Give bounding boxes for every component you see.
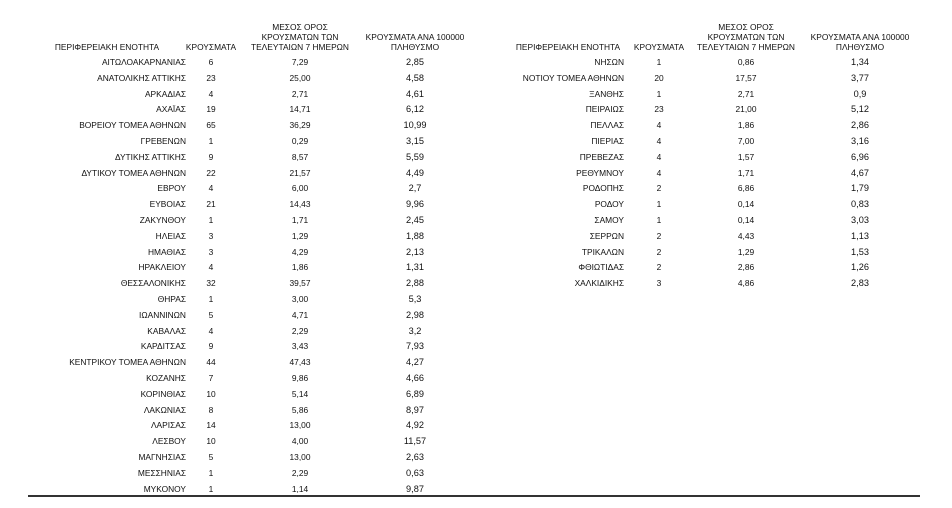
avg7-cell: 14,71 bbox=[289, 104, 311, 115]
cases-cell: 22 bbox=[206, 167, 216, 178]
region-cell: ΚΟΖΑΝΗΣ bbox=[146, 373, 186, 383]
avg7-cell: 2,71 bbox=[737, 88, 755, 99]
region-cell: ΖΑΚΥΝΘΟΥ bbox=[139, 215, 186, 225]
table-row bbox=[28, 434, 920, 450]
avg7-cell: 2,86 bbox=[737, 262, 755, 273]
table-row bbox=[28, 87, 920, 103]
table-row bbox=[28, 292, 920, 308]
cases-cell: 4 bbox=[656, 136, 662, 146]
cases-cell: 8 bbox=[208, 404, 214, 415]
cases-cell: 1 bbox=[656, 215, 662, 225]
per100k-cell: 10,99 bbox=[403, 120, 427, 131]
region-cell: ΤΡΙΚΑΛΩΝ bbox=[581, 246, 624, 257]
per100k-cell: 1,88 bbox=[406, 230, 424, 241]
per100k-cell: 0,63 bbox=[406, 467, 424, 478]
avg7-cell: 3,43 bbox=[291, 341, 309, 352]
region-cell: ΚΑΒΑΛΑΣ bbox=[147, 325, 186, 336]
per100k-cell: 2,83 bbox=[851, 278, 869, 289]
cases-cell: 3 bbox=[208, 230, 214, 241]
per100k-cell: 4,67 bbox=[851, 167, 869, 178]
cases-cell: 4 bbox=[656, 167, 662, 178]
per100k-cell: 1,79 bbox=[851, 183, 869, 194]
per100k-cell: 7,93 bbox=[406, 341, 424, 352]
table-row bbox=[28, 102, 920, 118]
avg7-cell: 1,29 bbox=[737, 246, 755, 257]
per100k-cell: 2,45 bbox=[406, 215, 424, 225]
avg7-cell: 1,71 bbox=[291, 215, 309, 225]
region-cell: ΜΥΚΟΝΟΥ bbox=[143, 483, 186, 494]
cases-cell: 2 bbox=[656, 230, 662, 241]
per100k-cell: 2,86 bbox=[851, 120, 869, 131]
header-avg7-line2: ΚΡΟΥΣΜΑΤΩΝ ΤΩΝ bbox=[707, 32, 785, 42]
cases-cell: 6 bbox=[208, 57, 214, 67]
avg7-cell: 4,29 bbox=[291, 246, 309, 257]
per100k-cell: 2,98 bbox=[406, 309, 424, 320]
avg7-cell: 1,57 bbox=[737, 151, 755, 162]
avg7-cell: 39,57 bbox=[289, 278, 311, 289]
avg7-cell: 21,57 bbox=[289, 167, 311, 178]
region-cell: ΣΑΜΟΥ bbox=[594, 215, 624, 225]
cases-cell: 4 bbox=[656, 120, 662, 131]
header-per100k-line2: ΠΛΗΘΥΣΜΟ bbox=[835, 42, 885, 52]
avg7-cell: 5,86 bbox=[291, 404, 309, 415]
per100k-cell: 3,16 bbox=[851, 136, 869, 146]
region-cell: ΑΡΚΑΔΙΑΣ bbox=[144, 88, 186, 99]
cases-cell: 65 bbox=[206, 120, 216, 131]
cases-cell: 1 bbox=[208, 467, 214, 478]
per100k-cell: 4,58 bbox=[406, 72, 424, 83]
per100k-cell: 6,96 bbox=[851, 151, 869, 162]
header-avg7-line2: ΚΡΟΥΣΜΑΤΩΝ ΤΩΝ bbox=[261, 32, 339, 42]
table-row bbox=[28, 245, 920, 261]
avg7-cell: 4,71 bbox=[291, 309, 309, 320]
region-cell: ΘΕΣΣΑΛΟΝΙΚΗΣ bbox=[120, 278, 186, 289]
cases-cell: 2 bbox=[656, 246, 662, 257]
table-header bbox=[28, 14, 920, 52]
region-cell: ΛΑΚΩΝΙΑΣ bbox=[143, 404, 186, 415]
region-cell: ΒΟΡΕΙΟΥ ΤΟΜΕΑ ΑΘΗΝΩΝ bbox=[79, 120, 186, 131]
per100k-cell: 3,15 bbox=[406, 136, 424, 146]
header-avg7-left bbox=[244, 22, 356, 52]
table-row bbox=[28, 308, 920, 324]
cases-cell: 9 bbox=[208, 341, 214, 352]
region-cell: ΡΟΔΟΠΗΣ bbox=[582, 183, 624, 194]
header-avg7-line1: ΜΕΣΟΣ ΟΡΟΣ bbox=[272, 22, 328, 32]
region-cell: ΗΜΑΘΙΑΣ bbox=[147, 246, 186, 257]
region-cell: ΠΕΙΡΑΙΩΣ bbox=[585, 104, 624, 115]
per100k-cell: 4,49 bbox=[406, 167, 424, 178]
avg7-cell: 14,43 bbox=[289, 199, 311, 210]
avg7-cell: 4,43 bbox=[737, 230, 755, 241]
region-cell: ΙΩΑΝΝΙΝΩΝ bbox=[139, 309, 186, 320]
per100k-cell: 4,92 bbox=[406, 420, 424, 431]
table-row bbox=[28, 450, 920, 466]
per100k-cell: 6,12 bbox=[406, 104, 424, 115]
avg7-cell: 1,86 bbox=[291, 262, 309, 273]
table-row bbox=[28, 197, 920, 213]
cases-cell: 1 bbox=[208, 483, 214, 494]
header-per100k-line2: ΠΛΗΘΥΣΜΟ bbox=[390, 42, 440, 52]
per100k-cell: 5,59 bbox=[406, 151, 424, 162]
table-row bbox=[28, 229, 920, 245]
per100k-cell: 5,3 bbox=[408, 294, 422, 304]
region-cell: ΘΗΡΑΣ bbox=[157, 294, 186, 304]
cases-cell: 4 bbox=[208, 325, 214, 336]
cases-cell: 7 bbox=[208, 373, 214, 383]
cases-cell: 23 bbox=[206, 72, 216, 83]
region-cell: ΑΧΑΪΑΣ bbox=[156, 104, 186, 115]
per100k-cell: 1,34 bbox=[851, 57, 869, 67]
table-row bbox=[28, 181, 920, 197]
cases-cell: 4 bbox=[656, 151, 662, 162]
header-per100k-line1: ΚΡΟΥΣΜΑΤΑ ΑΝΑ 100000 bbox=[810, 32, 910, 42]
per100k-cell: 9,87 bbox=[406, 483, 424, 494]
cases-cell: 2 bbox=[656, 262, 662, 273]
region-cell: ΞΑΝΘΗΣ bbox=[589, 88, 624, 99]
cases-cell: 5 bbox=[208, 452, 214, 462]
table-row bbox=[28, 166, 920, 182]
avg7-cell: 1,14 bbox=[291, 483, 309, 494]
avg7-cell: 6,86 bbox=[737, 183, 755, 194]
cases-cell: 9 bbox=[208, 151, 214, 162]
avg7-cell: 0,29 bbox=[291, 136, 309, 146]
region-cell: ΡΕΘΥΜΝΟΥ bbox=[576, 167, 624, 178]
avg7-cell: 2,29 bbox=[291, 325, 309, 336]
avg7-cell: 8,57 bbox=[291, 151, 309, 162]
region-cell: ΔΥΤΙΚΗΣ ΑΤΤΙΚΗΣ bbox=[114, 151, 186, 162]
region-cell: ΦΘΙΩΤΙΔΑΣ bbox=[578, 262, 624, 273]
region-cell: ΔΥΤΙΚΟΥ ΤΟΜΕΑ ΑΘΗΝΩΝ bbox=[81, 167, 186, 178]
table-row bbox=[28, 276, 920, 292]
per100k-cell: 4,27 bbox=[406, 357, 424, 368]
header-per100k-left bbox=[356, 32, 474, 52]
avg7-cell: 47,43 bbox=[289, 357, 311, 368]
cases-cell: 5 bbox=[208, 309, 214, 320]
region-cell: ΕΒΡΟΥ bbox=[157, 183, 186, 194]
avg7-cell: 9,86 bbox=[291, 373, 309, 383]
region-cell: ΛΕΣΒΟΥ bbox=[152, 436, 186, 447]
cases-cell: 4 bbox=[208, 262, 214, 273]
table-bottom-rule bbox=[28, 495, 920, 497]
per100k-cell: 2,13 bbox=[406, 246, 424, 257]
avg7-cell: 4,00 bbox=[291, 436, 309, 447]
region-cell: ΠΙΕΡΙΑΣ bbox=[591, 136, 624, 146]
per100k-cell: 1,13 bbox=[851, 230, 869, 241]
avg7-cell: 25,00 bbox=[289, 72, 311, 83]
per100k-cell: 1,26 bbox=[851, 262, 869, 273]
cases-cell: 1 bbox=[656, 88, 662, 99]
avg7-cell: 7,00 bbox=[737, 136, 755, 146]
per100k-cell: 2,88 bbox=[406, 278, 424, 289]
per100k-cell: 1,31 bbox=[406, 262, 424, 273]
region-cell: ΡΟΔΟΥ bbox=[594, 199, 624, 210]
per100k-cell: 3,03 bbox=[851, 215, 869, 225]
region-cell: ΗΛΕΙΑΣ bbox=[155, 230, 186, 241]
region-cell: ΜΕΣΣΗΝΙΑΣ bbox=[137, 467, 186, 478]
header-per100k-right bbox=[800, 32, 920, 52]
table-row bbox=[28, 118, 920, 134]
avg7-cell: 0,86 bbox=[737, 57, 755, 67]
region-cell: ΑΙΤΩΛΟΑΚΑΡΝΑΝΙΑΣ bbox=[101, 57, 186, 67]
region-cell: ΕΥΒΟΙΑΣ bbox=[149, 199, 186, 210]
per100k-cell: 2,7 bbox=[408, 183, 422, 194]
avg7-cell: 2,29 bbox=[291, 467, 309, 478]
per100k-cell: 4,66 bbox=[406, 373, 424, 383]
header-avg7-line1: ΜΕΣΟΣ ΟΡΟΣ bbox=[718, 22, 774, 32]
region-cell: ΠΕΛΛΑΣ bbox=[590, 120, 624, 131]
table-row bbox=[28, 371, 920, 387]
header-avg7-line3: ΤΕΛΕΥΤΑΙΩΝ 7 ΗΜΕΡΩΝ bbox=[696, 42, 795, 52]
region-cell: ΧΑΛΚΙΔΙΚΗΣ bbox=[574, 278, 624, 289]
table-row bbox=[28, 134, 920, 150]
table-row bbox=[28, 213, 920, 229]
table-row bbox=[28, 260, 920, 276]
table-row bbox=[28, 418, 920, 434]
cases-cell: 1 bbox=[656, 199, 662, 210]
avg7-cell: 0,14 bbox=[737, 215, 755, 225]
cases-cell: 1 bbox=[656, 57, 662, 67]
cases-cell: 10 bbox=[206, 388, 216, 399]
per100k-cell: 0,9 bbox=[853, 88, 867, 99]
header-avg7-right bbox=[692, 22, 800, 52]
table-row bbox=[28, 403, 920, 419]
avg7-cell: 7,29 bbox=[291, 57, 309, 67]
region-cell: ΓΡΕΒΕΝΩΝ bbox=[140, 136, 186, 146]
cases-cell: 4 bbox=[208, 88, 214, 99]
per100k-cell: 5,12 bbox=[851, 104, 869, 115]
per100k-cell: 4,61 bbox=[406, 88, 424, 99]
table-row bbox=[28, 339, 920, 355]
cases-cell: 3 bbox=[208, 246, 214, 257]
cases-cell: 19 bbox=[206, 104, 216, 115]
table-row bbox=[28, 150, 920, 166]
cases-cell: 3 bbox=[656, 278, 662, 289]
avg7-cell: 5,14 bbox=[291, 388, 309, 399]
region-cell: ΚΟΡΙΝΘΙΑΣ bbox=[140, 388, 186, 399]
table-row bbox=[28, 466, 920, 482]
cases-cell: 32 bbox=[206, 278, 216, 289]
cases-cell: 23 bbox=[654, 104, 664, 115]
region-cell: ΠΡΕΒΕΖΑΣ bbox=[579, 151, 624, 162]
table-row bbox=[28, 324, 920, 340]
header-region-right: ΠΕΡΙΦΕΡΕΙΑΚΗ ΕΝΟΤΗΤΑ bbox=[515, 42, 621, 52]
table-row bbox=[28, 55, 920, 71]
avg7-cell: 21,00 bbox=[735, 104, 757, 115]
per100k-cell: 2,63 bbox=[406, 452, 424, 462]
region-cell: ΛΑΡΙΣΑΣ bbox=[150, 420, 186, 431]
per100k-cell: 9,96 bbox=[406, 199, 424, 210]
cases-cell: 10 bbox=[206, 436, 216, 447]
cases-cell: 44 bbox=[206, 357, 216, 368]
region-cell: ΗΡΑΚΛΕΙΟΥ bbox=[138, 262, 186, 273]
per100k-cell: 3,77 bbox=[851, 72, 869, 83]
avg7-cell: 1,71 bbox=[737, 167, 755, 178]
avg7-cell: 4,86 bbox=[737, 278, 755, 289]
header-region-left: ΠΕΡΙΦΕΡΕΙΑΚΗ ΕΝΟΤΗΤΑ bbox=[54, 42, 160, 52]
cases-cell: 21 bbox=[206, 199, 216, 210]
per100k-cell: 11,57 bbox=[403, 436, 427, 447]
region-cell: ΜΑΓΝΗΣΙΑΣ bbox=[138, 452, 186, 462]
avg7-cell: 3,00 bbox=[291, 294, 309, 304]
header-cases-right: ΚΡΟΥΣΜΑΤΑ bbox=[633, 42, 685, 52]
region-cell: ΣΕΡΡΩΝ bbox=[589, 230, 624, 241]
header-avg7-line3: ΤΕΛΕΥΤΑΙΩΝ 7 ΗΜΕΡΩΝ bbox=[250, 42, 349, 52]
header-cases-left: ΚΡΟΥΣΜΑΤΑ bbox=[185, 42, 237, 52]
region-cell: ΝΟΤΙΟΥ ΤΟΜΕΑ ΑΘΗΝΩΝ bbox=[522, 72, 624, 83]
avg7-cell: 13,00 bbox=[289, 452, 311, 462]
region-cell: ΝΗΣΩΝ bbox=[594, 57, 624, 67]
region-cell: ΚΑΡΔΙΤΣΑΣ bbox=[140, 341, 186, 352]
per100k-cell: 2,85 bbox=[406, 57, 424, 67]
avg7-cell: 13,00 bbox=[289, 420, 311, 431]
avg7-cell: 1,86 bbox=[737, 120, 755, 131]
cases-tables bbox=[28, 14, 920, 498]
avg7-cell: 17,57 bbox=[735, 72, 757, 83]
per100k-cell: 3,2 bbox=[408, 325, 422, 336]
cases-cell: 1 bbox=[208, 136, 214, 146]
header-per100k-line1: ΚΡΟΥΣΜΑΤΑ ΑΝΑ 100000 bbox=[365, 32, 465, 42]
per100k-cell: 8,97 bbox=[406, 404, 424, 415]
per100k-cell: 6,89 bbox=[406, 388, 424, 399]
region-cell: ΑΝΑΤΟΛΙΚΗΣ ΑΤΤΙΚΗΣ bbox=[97, 72, 186, 83]
cases-cell: 20 bbox=[654, 72, 664, 83]
table-row bbox=[28, 71, 920, 87]
cases-cell: 4 bbox=[208, 183, 214, 194]
cases-cell: 14 bbox=[206, 420, 216, 431]
cases-cell: 1 bbox=[208, 294, 214, 304]
avg7-cell: 36,29 bbox=[289, 120, 311, 131]
avg7-cell: 1,29 bbox=[291, 230, 309, 241]
avg7-cell: 0,14 bbox=[737, 199, 755, 210]
table-row bbox=[28, 355, 920, 371]
avg7-cell: 2,71 bbox=[291, 88, 309, 99]
per100k-cell: 0,83 bbox=[851, 199, 869, 210]
table-row bbox=[28, 387, 920, 403]
cases-cell: 1 bbox=[208, 215, 214, 225]
per100k-cell: 1,53 bbox=[851, 246, 869, 257]
avg7-cell: 6,00 bbox=[291, 183, 309, 194]
cases-cell: 2 bbox=[656, 183, 662, 194]
region-cell: ΚΕΝΤΡΙΚΟΥ ΤΟΜΕΑ ΑΘΗΝΩΝ bbox=[69, 357, 186, 368]
